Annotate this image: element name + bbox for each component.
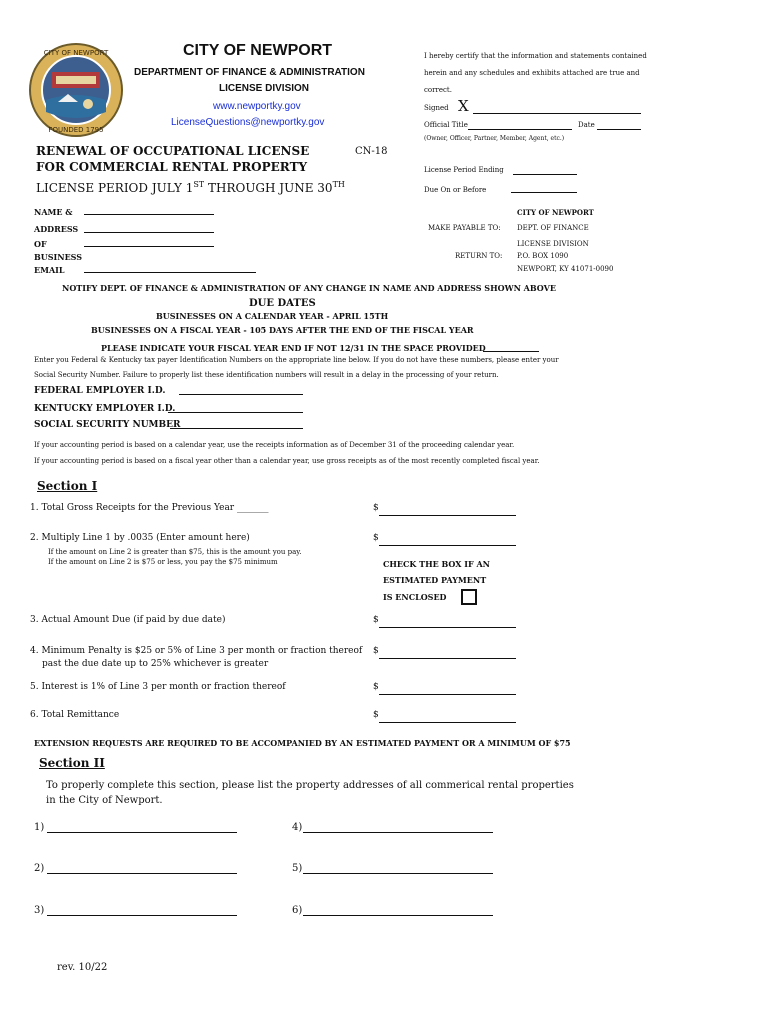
email-field[interactable] <box>84 272 256 273</box>
svg-text:CITY OF NEWPORT: CITY OF NEWPORT <box>43 49 109 57</box>
date-label: Date <box>578 121 595 129</box>
property-2-field[interactable] <box>47 873 237 874</box>
division-name: LICENSE DIVISION <box>219 83 310 94</box>
due-dates-calendar: BUSINESSES ON A CALENDAR YEAR - APRIL 15TH <box>156 311 389 321</box>
certify-line3: correct. <box>424 86 452 94</box>
signed-label: Signed <box>424 104 449 112</box>
license-period-ending-label: License Period Ending <box>424 166 504 174</box>
address-label: ADDRESS <box>34 224 79 234</box>
section2-instruction-1: To properly complete this section, please list the property addresses of all commerical rental properties <box>46 780 574 791</box>
official-title-line[interactable] <box>468 129 572 130</box>
notify-notice: NOTIFY DEPT. OF FINANCE & ADMINISTRATION OF ANY CHANGE IN NAME AND ADDRESS SHOWN ABOVE <box>62 283 556 293</box>
ssn-field[interactable] <box>170 428 303 429</box>
payee-line2: DEPT. OF FINANCE <box>517 224 589 232</box>
property-4-field[interactable] <box>303 832 493 833</box>
certify-line1: I hereby certify that the information and statements contained <box>424 52 647 60</box>
license-period: LICENSE PERIOD JULY 1ST THROUGH JUNE 30TH <box>36 180 345 195</box>
property-4-number: 4) <box>292 822 303 833</box>
business-label: BUSINESS <box>34 252 83 262</box>
website-link[interactable]: www.newportky.gov <box>213 101 301 112</box>
revision-note: rev. 10/22 <box>57 962 108 973</box>
line2-dollar: $ <box>373 533 379 543</box>
federal-id-field[interactable] <box>179 394 303 395</box>
section2-heading: Section II <box>39 756 105 770</box>
due-dates-heading: DUE DATES <box>249 298 316 309</box>
payee-line5: NEWPORT, KY 41071-0090 <box>517 265 614 273</box>
property-1-number: 1) <box>34 822 45 833</box>
due-dates-fiscal: BUSINESSES ON A FISCAL YEAR - 105 DAYS AFTER THE END OF THE FISCAL YEAR <box>91 325 474 335</box>
of-label: OF <box>34 239 47 249</box>
line1-amount-field[interactable] <box>379 515 516 516</box>
address-field[interactable] <box>84 232 214 233</box>
signed-x: X <box>458 97 469 115</box>
ssn-label: SOCIAL SECURITY NUMBER <box>34 420 181 430</box>
kentucky-id-field[interactable] <box>168 412 303 413</box>
svg-text:FOUNDED 1795: FOUNDED 1795 <box>48 126 104 134</box>
property-3-number: 3) <box>34 905 45 916</box>
kentucky-id-label: KENTUCKY EMPLOYER I.D. <box>34 404 176 414</box>
section1-heading: Section I <box>37 479 98 493</box>
estimated-payment-checkbox[interactable] <box>461 589 477 605</box>
property-3-field[interactable] <box>47 915 237 916</box>
name-field[interactable] <box>84 214 214 215</box>
due-on-line[interactable] <box>511 192 577 193</box>
line2-note-2: If the amount on Line 2 is $75 or less, you pay the $75 minimum <box>48 558 278 566</box>
check-label-2: ESTIMATED PAYMENT <box>383 575 487 585</box>
line4-penalty-cont: past the due date up to 25% whichever is greater <box>42 659 269 669</box>
name-label: NAME & <box>34 207 73 217</box>
property-1-field[interactable] <box>47 832 237 833</box>
certify-line2: herein and any schedules and exhibits attached are true and <box>424 69 640 77</box>
line6-dollar: $ <box>373 710 379 720</box>
payee-line4: P.O. BOX 1090 <box>517 252 569 260</box>
id-instruction-1: Enter you Federal & Kentucky tax payer Identification Numbers on the appropriate line below. If you do not have these numbers, please enter your <box>34 356 559 364</box>
form-title-line2: FOR COMMERCIAL RENTAL PROPERTY <box>36 160 308 174</box>
extension-notice: EXTENSION REQUESTS ARE REQUIRED TO BE ACCOMPANIED BY AN ESTIMATED PAYMENT OR A MINIMUM OF $75 <box>34 738 571 748</box>
email-label: EMAIL <box>34 265 65 275</box>
calendar-year-note: If your accounting period is based on a calendar year, use the receipts information as of December 31 of the proceeding calendar year. <box>34 441 515 449</box>
form-title-line1: RENEWAL OF OCCUPATIONAL LICENSE <box>36 144 310 158</box>
fiscal-year-note: If your accounting period is based on a fiscal year other than a calendar year, use gross receipts as of the most recently completed fiscal year. <box>34 457 540 465</box>
property-5-number: 5) <box>292 863 303 874</box>
section2-instruction-2: in the City of Newport. <box>46 795 163 806</box>
line2-amount-field[interactable] <box>379 545 516 546</box>
payee-line1: CITY OF NEWPORT <box>517 208 594 217</box>
line3-dollar: $ <box>373 615 379 625</box>
make-payable-label: MAKE PAYABLE TO: <box>428 224 501 232</box>
line4-amount-field[interactable] <box>379 658 516 659</box>
line6-amount-field[interactable] <box>379 722 516 723</box>
property-6-field[interactable] <box>303 915 493 916</box>
city-title: CITY OF NEWPORT <box>183 42 333 59</box>
line5-dollar: $ <box>373 682 379 692</box>
form-code: CN-18 <box>355 146 388 157</box>
line1-gross-receipts: 1. Total Gross Receipts for the Previous Year _______ <box>30 503 269 513</box>
line3-amount-due: 3. Actual Amount Due (if paid by due date) <box>30 615 226 625</box>
property-5-field[interactable] <box>303 873 493 874</box>
federal-id-label: FEDERAL EMPLOYER I.D. <box>34 386 166 396</box>
email-link[interactable]: LicenseQuestions@newportky.gov <box>171 117 325 128</box>
license-period-ending-line[interactable] <box>513 174 577 175</box>
fiscal-year-instruction: PLEASE INDICATE YOUR FISCAL YEAR END IF NOT 12/31 IN THE SPACE PROVIDED <box>101 343 486 353</box>
property-2-number: 2) <box>34 863 45 874</box>
city-seal-logo <box>28 42 124 138</box>
department-name: DEPARTMENT OF FINANCE & ADMINISTRATION <box>134 67 365 78</box>
title-hint: (Owner, Officer, Partner, Member, Agent, etc.) <box>424 135 565 142</box>
property-6-number: 6) <box>292 905 303 916</box>
date-line[interactable] <box>597 129 641 130</box>
address-field-2[interactable] <box>84 246 214 247</box>
official-title-label: Official Title <box>424 121 468 129</box>
payee-line3: LICENSE DIVISION <box>517 240 589 248</box>
line3-amount-field[interactable] <box>379 627 516 628</box>
line4-penalty: 4. Minimum Penalty is $25 or 5% of Line 3 per month or fraction thereof <box>30 646 363 656</box>
due-on-label: Due On or Before <box>424 186 487 194</box>
id-instruction-2: Social Security Number. Failure to properly list these identification numbers will result in a delay in the processing of your return. <box>34 371 499 379</box>
fiscal-year-end-field[interactable] <box>483 351 539 352</box>
line6-total: 6. Total Remittance <box>30 710 120 720</box>
line5-amount-field[interactable] <box>379 694 516 695</box>
line5-interest: 5. Interest is 1% of Line 3 per month or fraction thereof <box>30 682 286 692</box>
check-label-3: IS ENCLOSED <box>383 592 447 602</box>
line2-note-1: If the amount on Line 2 is greater than $75, this is the amount you pay. <box>48 548 302 556</box>
line4-dollar: $ <box>373 646 379 656</box>
return-to-label: RETURN TO: <box>455 252 503 260</box>
line1-dollar: $ <box>373 503 379 513</box>
signature-line[interactable] <box>473 113 641 114</box>
line2-multiply: 2. Multiply Line 1 by .0035 (Enter amount here) <box>30 533 250 543</box>
check-label-1: CHECK THE BOX IF AN <box>383 559 490 569</box>
